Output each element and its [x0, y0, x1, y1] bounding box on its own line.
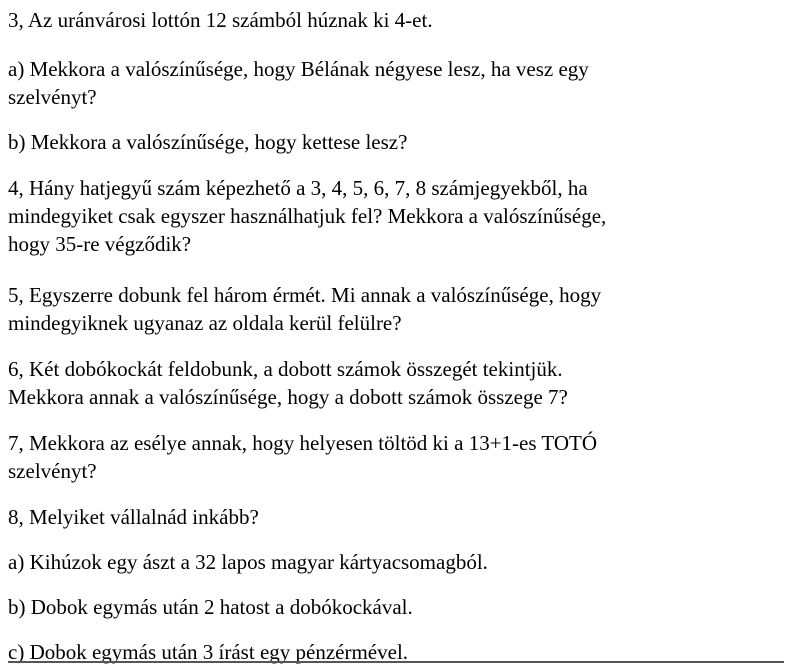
text-line: b) Mekkora a valószínűsége, hogy kettese lesz? [8, 130, 408, 154]
text-line: Mekkora annak a valószínűsége, hogy a dobott számok összege 7? [8, 385, 568, 409]
text-line: a) Kihúzok egy ászt a 32 lapos magyar kártyacsomagból. [8, 550, 488, 574]
text-line: 3, Az uránvárosi lottón 12 számból húznak ki 4-et. [8, 8, 433, 32]
text-line: mindegyiket csak egyszer használhatjuk fel? Mekkora a valószínűsége, [8, 204, 607, 228]
text-line: szelvényt? [8, 85, 97, 109]
problem-7 [8, 429, 597, 485]
text-line: 4, Hány hatjegyű szám képezhető a 3, 4, 5, 6, 7, 8 számjegyekből, ha [8, 176, 588, 200]
document-page [8, 0, 784, 667]
text-line: 8, Melyiket vállalnád inkább? [8, 505, 259, 529]
text-line: 5, Egyszerre dobunk fel három érmét. Mi annak a valószínűsége, hogy [8, 283, 602, 307]
problem-5 [8, 281, 601, 337]
text-line: szelvényt? [8, 459, 97, 483]
problem-8-intro [8, 503, 259, 531]
text-line: 7, Mekkora az esélye annak, hogy helyesen töltöd ki a 13+1-es TOTÓ [8, 431, 597, 455]
problem-3b [8, 128, 407, 156]
text-line: a) Mekkora a valószínűsége, hogy Bélának négyese lesz, ha vesz egy [8, 57, 589, 81]
text-line: mindegyiknek ugyanaz az oldala kerül felülre? [8, 311, 402, 335]
problem-6 [8, 355, 568, 411]
problem-3-intro [8, 6, 433, 34]
bottom-divider [8, 661, 784, 663]
problem-4 [8, 174, 606, 258]
text-line: c) Dobok egymás után 3 írást egy pénzérmével. [8, 640, 409, 664]
text-line: 6, Két dobókockát feldobunk, a dobott számok összegét tekintjük. [8, 357, 563, 381]
problem-8b [8, 593, 413, 621]
text-line: hogy 35-re végződik? [8, 232, 192, 256]
problem-8a [8, 548, 488, 576]
text-line: b) Dobok egymás után 2 hatost a dobókockával. [8, 595, 413, 619]
problem-3a [8, 55, 589, 111]
